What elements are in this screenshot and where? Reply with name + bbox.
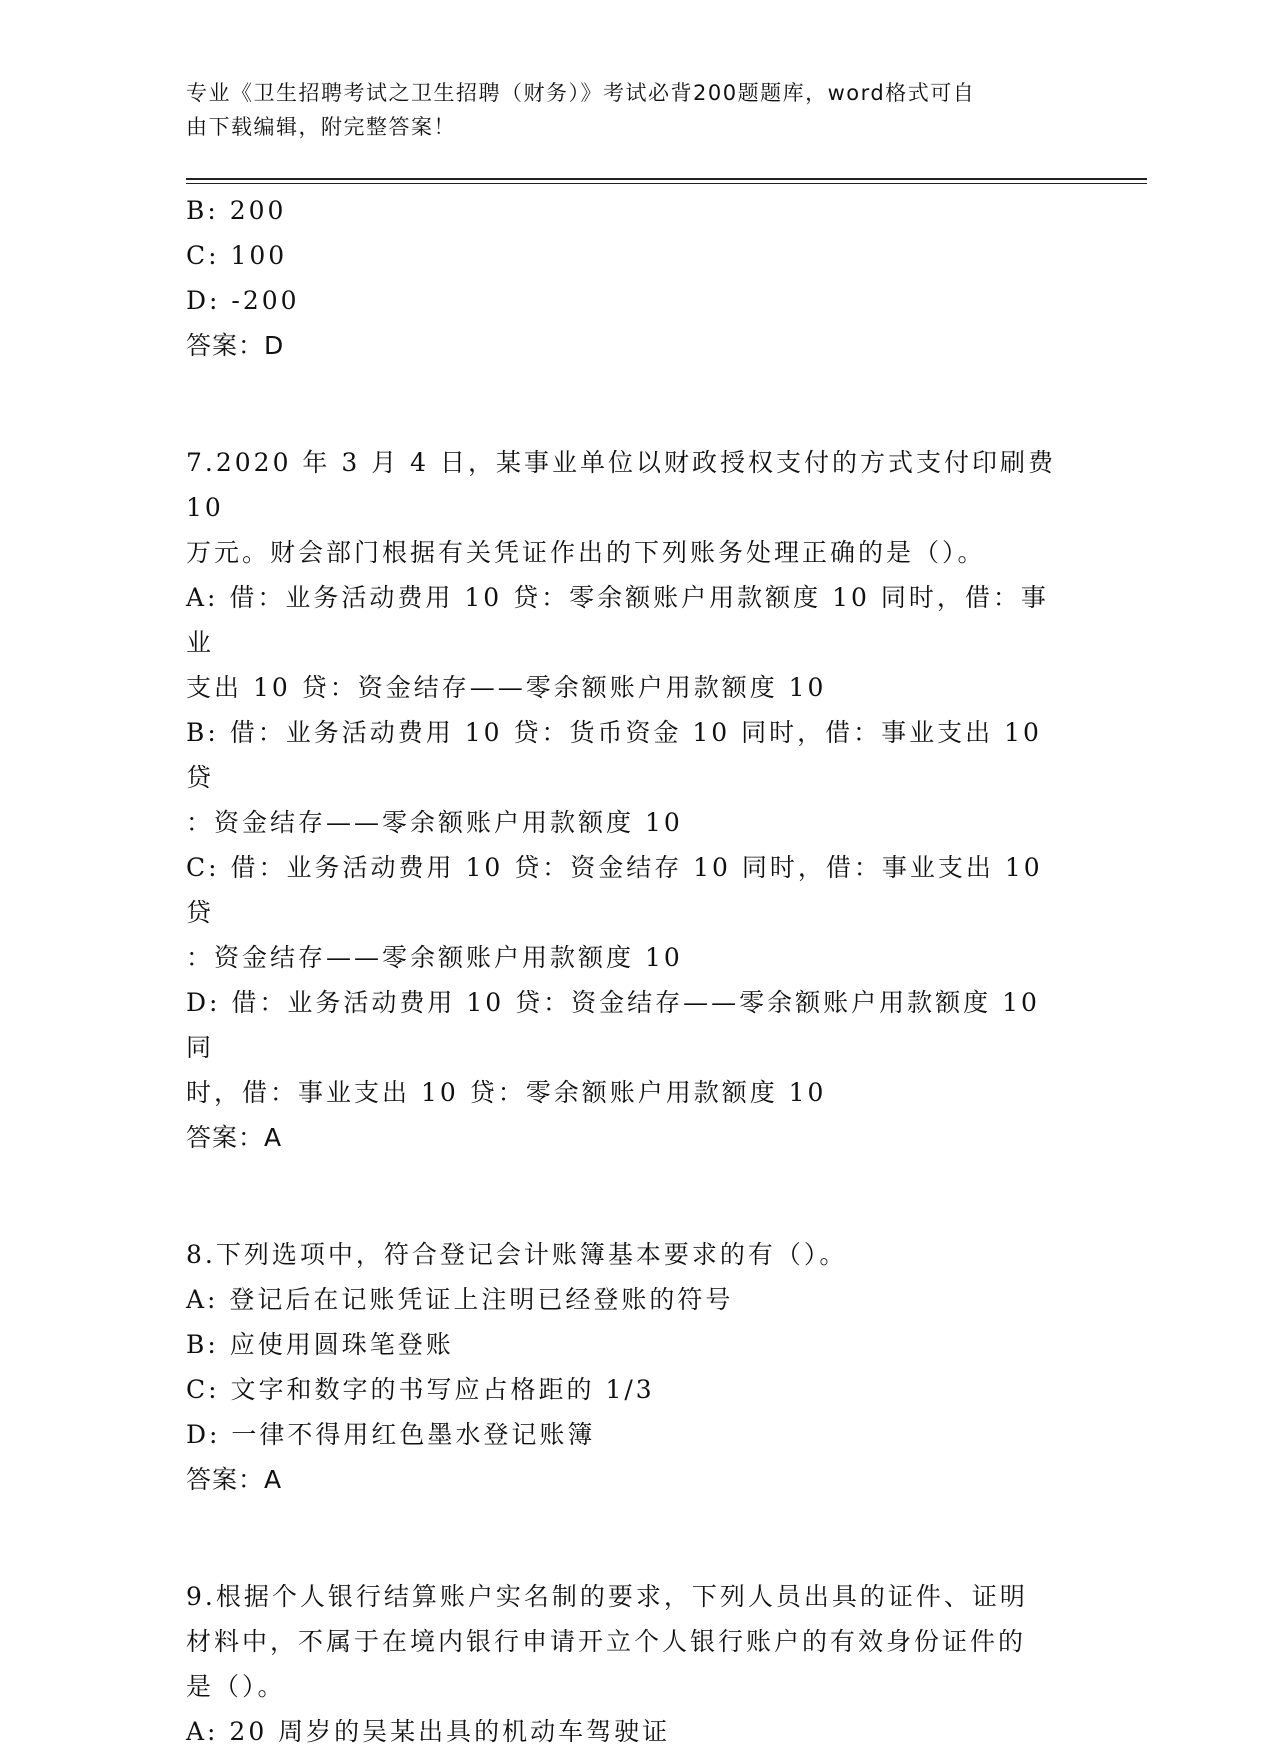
option-a-cont: 支出 10 贷：资金结存——零余额账户用款额度 10 bbox=[186, 673, 827, 702]
header-rule-thin bbox=[186, 183, 1147, 184]
question-stem-line: 9.根据个人银行结算账户实名制的要求，下列人员出具的证件、证明 bbox=[186, 1582, 1028, 1611]
option-d: D: 一律不得用红色墨水登记账簿 bbox=[186, 1420, 596, 1449]
option-c: C: 文字和数字的书写应占格距的 1/3 bbox=[186, 1375, 655, 1404]
option-b: B: 借：业务活动费用 10 贷：货币资金 10 同时，借：事业支出 10 贷 bbox=[186, 718, 1053, 792]
document-header bbox=[186, 76, 1066, 144]
header-line-1: 专业《卫生招聘考试之卫生招聘（财务）》考试必背200题题库，word格式可自 bbox=[186, 81, 976, 105]
question-9 bbox=[186, 1574, 1076, 1754]
option-a: A: 借：业务活动费用 10 贷：零余额账户用款额度 10 同时，借：事业 bbox=[186, 583, 1049, 657]
document-body bbox=[186, 188, 1076, 1754]
option-b: B: 200 bbox=[186, 196, 287, 225]
question-stem-line: 8.下列选项中，符合登记会计账簿基本要求的有（）。 bbox=[186, 1240, 848, 1269]
answer: 答案：A bbox=[186, 1123, 283, 1152]
option-b-cont: ：资金结存——零余额账户用款额度 10 bbox=[186, 808, 683, 837]
option-d: D: -200 bbox=[186, 286, 300, 315]
spacer bbox=[186, 1160, 1076, 1205]
answer: 答案：D bbox=[186, 331, 285, 360]
option-a: A: 登记后在记账凭证上注明已经登账的符号 bbox=[186, 1285, 734, 1314]
option-b: B: 应使用圆珠笔登账 bbox=[186, 1330, 454, 1359]
question-stem-line: 材料中，不属于在境内银行申请开立个人银行账户的有效身份证件的 bbox=[186, 1627, 1027, 1656]
spacer bbox=[186, 1502, 1076, 1547]
question-6 bbox=[186, 188, 1076, 368]
option-d: D: 借：业务活动费用 10 贷：资金结存——零余额账户用款额度 10 同 bbox=[186, 988, 1051, 1062]
question-stem-line: 万元。财会部门根据有关凭证作出的下列账务处理正确的是（）。 bbox=[186, 538, 986, 567]
question-7 bbox=[186, 440, 1076, 1160]
question-stem-line: 是（）。 bbox=[186, 1672, 286, 1701]
option-d-cont: 时，借：事业支出 10 贷：零余额账户用款额度 10 bbox=[186, 1078, 827, 1107]
option-a: A: 20 周岁的吴某出具的机动车驾驶证 bbox=[186, 1717, 671, 1746]
option-c: C: 100 bbox=[186, 241, 288, 270]
option-c: C: 借：业务活动费用 10 贷：资金结存 10 同时，借：事业支出 10 贷 bbox=[186, 853, 1054, 927]
question-8 bbox=[186, 1232, 1076, 1502]
option-c-cont: ：资金结存——零余额账户用款额度 10 bbox=[186, 943, 683, 972]
spacer bbox=[186, 368, 1076, 413]
header-rule-thick bbox=[186, 178, 1147, 180]
answer: 答案：A bbox=[186, 1465, 283, 1494]
question-stem-line: 7.2020 年 3 月 4 日，某事业单位以财政授权支付的方式支付印刷费 10 bbox=[186, 448, 1067, 522]
header-line-2: 由下载编辑，附完整答案！ bbox=[186, 115, 456, 139]
